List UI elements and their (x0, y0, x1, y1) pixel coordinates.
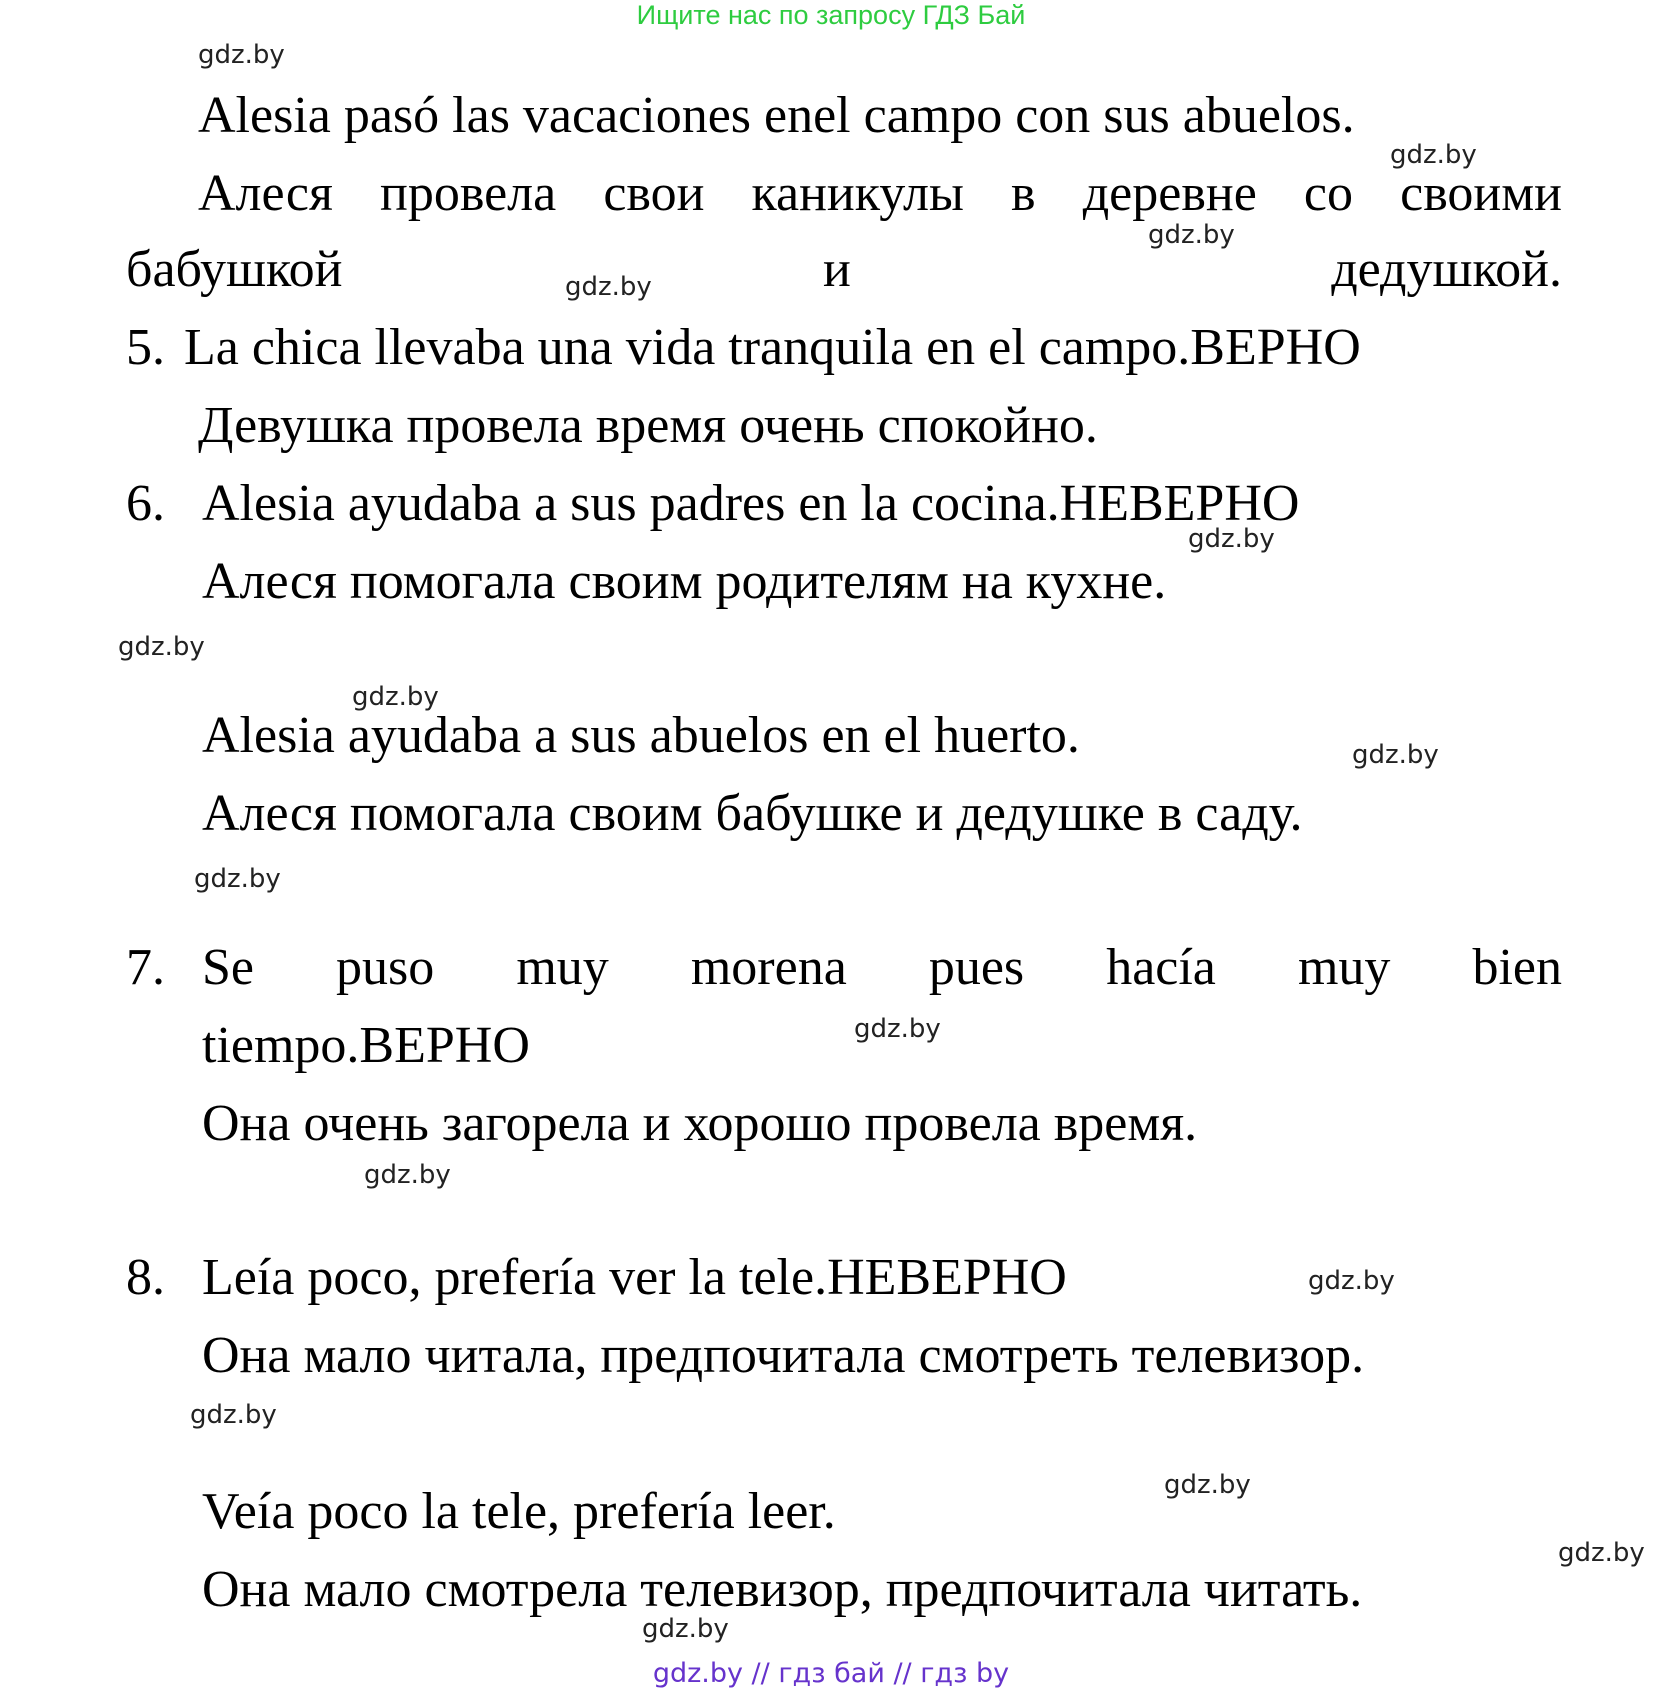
statement-justified (202, 938, 1562, 998)
word: puso (336, 939, 435, 996)
translation: Алеся помогала своим родителям на кухне. (202, 553, 1167, 610)
statement-continued: tiempo.ВЕРНО (202, 1017, 530, 1074)
word: morena (690, 939, 847, 996)
word: bien (1472, 939, 1562, 996)
statement: Alesia ayudaba a sus padres en la cocina.НЕВЕРНО (202, 475, 1300, 532)
watermark: gdz.by (1390, 140, 1477, 170)
watermark: gdz.by (1164, 1470, 1251, 1500)
text-line-justified (126, 240, 1562, 300)
watermark: gdz.by (1558, 1538, 1645, 1568)
watermark: gdz.by (1352, 740, 1439, 770)
translation: Она очень загорела и хорошо провела время. (202, 1095, 1198, 1152)
word: каникулы (751, 165, 964, 222)
watermark: gdz.by (565, 272, 652, 302)
word: дедушкой. (1331, 241, 1562, 298)
word: со (1303, 165, 1353, 222)
statement: La chica llevaba una vida tranquila en el campo.ВЕРНО (184, 319, 1361, 376)
watermark: gdz.by (352, 682, 439, 712)
word: muy (1297, 939, 1391, 996)
word: провела (380, 165, 557, 222)
item-number: 6. (126, 475, 165, 532)
top-banner: Ищите нас по запросу ГДЗ Бай (636, 0, 1026, 30)
translation: Девушка провела время очень спокойно. (198, 397, 1098, 454)
text-line: Alesia pasó las vacaciones enel campo con sus abuelos. (198, 87, 1355, 144)
word: в (1011, 165, 1036, 222)
watermark: gdz.by (1188, 524, 1275, 554)
word: muy (516, 939, 609, 996)
watermark: gdz.by (854, 1014, 941, 1044)
correction: Veía poco la tele, prefería leer. (202, 1483, 836, 1540)
watermark: gdz.by (1308, 1266, 1395, 1296)
translation: Она мало читала, предпочитала смотреть телевизор. (202, 1327, 1365, 1384)
watermark: gdz.by (198, 40, 285, 70)
word: pues (928, 939, 1025, 996)
watermark: gdz.by (642, 1614, 729, 1644)
item-number: 8. (126, 1249, 165, 1306)
watermark: gdz.by (364, 1160, 451, 1190)
item-number: 7. (126, 939, 165, 996)
watermark: gdz.by (190, 1400, 277, 1430)
item-number: 5. (126, 319, 165, 376)
word: hacía (1106, 939, 1216, 996)
word: Алеся (198, 165, 333, 222)
word: своими (1400, 165, 1562, 222)
translation: Алеся помогала своим бабушке и дедушке в саду. (202, 785, 1303, 842)
translation: Она мало смотрела телевизор, предпочитала читать. (202, 1561, 1363, 1618)
word: бабушкой (126, 241, 343, 298)
word: свои (603, 165, 705, 222)
word: и (822, 241, 851, 298)
statement: Leía poco, prefería ver la tele.НЕВЕРНО (202, 1249, 1067, 1306)
correction: Alesia ayudaba a sus abuelos en el huerto. (202, 707, 1080, 764)
text-line-justified (198, 164, 1562, 224)
watermark: gdz.by (118, 632, 205, 662)
footer-links[interactable]: gdz.by // гдз бай // гдз by (652, 1658, 1010, 1689)
word: деревне (1082, 165, 1257, 222)
word: Se (202, 939, 254, 996)
watermark: gdz.by (1148, 220, 1235, 250)
watermark: gdz.by (194, 864, 281, 894)
